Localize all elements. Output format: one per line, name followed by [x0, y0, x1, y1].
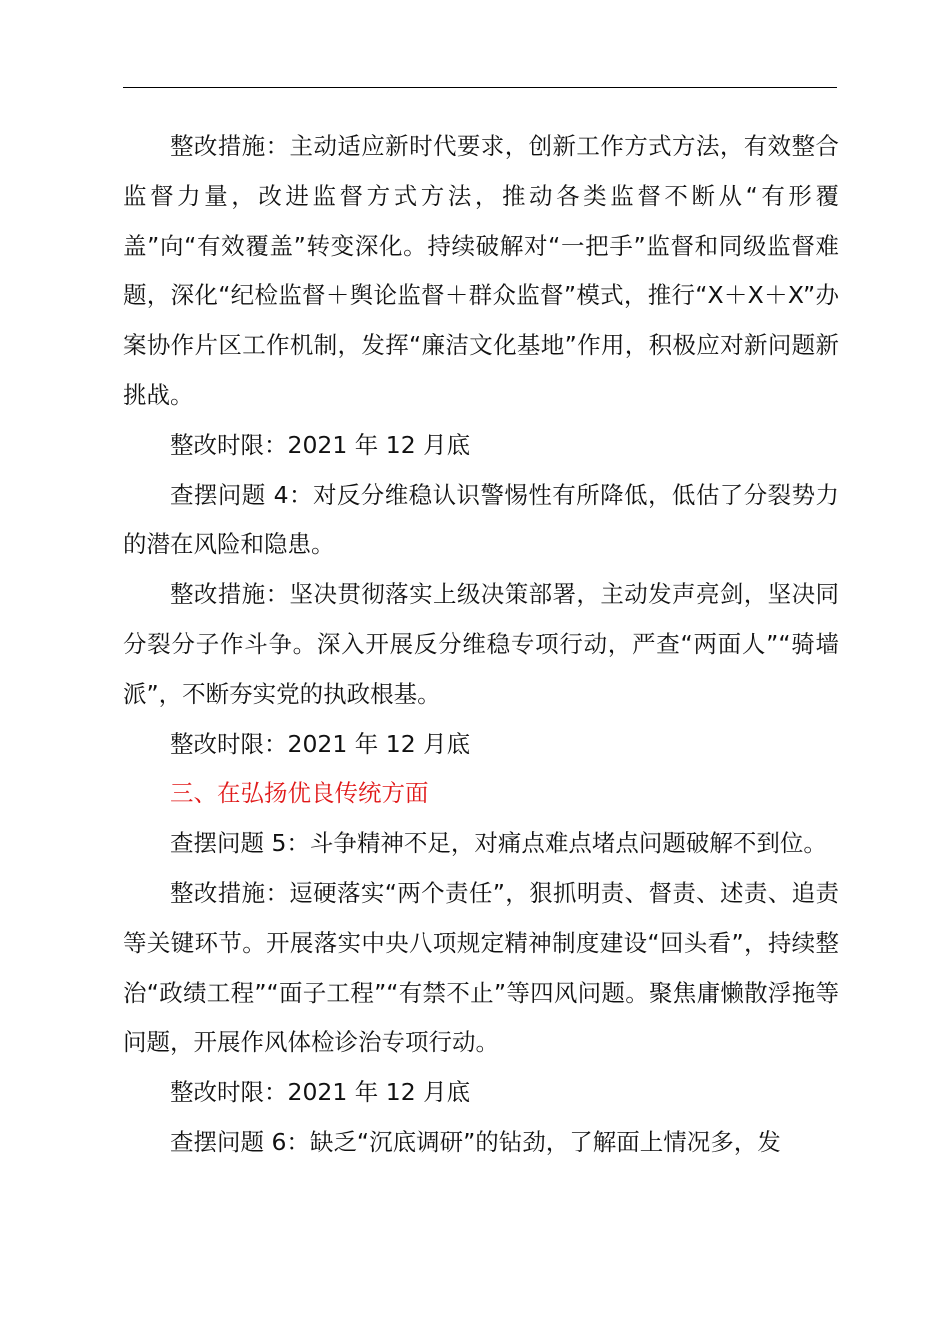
section-heading-traditions: 三、在弘扬优良传统方面: [170, 779, 429, 808]
paragraph-issue-4: 查摆问题 4：对反分维稳认识警惕性有所降低，低估了分裂势力的潜在风险和隐患。: [123, 480, 839, 559]
paragraph-deadline-5: 整改时限：2021 年 12 月底: [170, 1078, 471, 1107]
paragraph-rectification-measures-4: 整改措施：坚决贯彻落实上级决策部署，主动发声亮剑，坚决同分裂分子作斗争。深入开展反分维稳专项行动，严查“两面人”“骑墙派”，不断夯实党的执政根基。: [123, 580, 839, 708]
header-rule: [123, 87, 837, 88]
paragraph-deadline-3: 整改时限：2021 年 12 月底: [170, 430, 471, 459]
paragraph-issue-6: 查摆问题 6：缺乏“沉底调研”的钻劲，了解面上情况多，发: [170, 1127, 781, 1156]
paragraph-rectification-measures-5: 整改措施：逗硬落实“两个责任”，狠抓明责、督责、述责、追责等关键环节。开展落实中央八项规定精神制度建设“回头看”，持续整治“政绩工程”“面子工程”“有禁不止”等四风问题。聚焦庸懒散浮拖等问题，开展作风体检诊治专项行动。: [123, 878, 839, 1057]
document-body: [123, 122, 839, 1168]
paragraph-rectification-measures-3: 整改措施：主动适应新时代要求，创新工作方式方法，有效整合监督力量，改进监督方式方法，推动各类监督不断从“有形覆盖”向“有效覆盖”转变深化。持续破解对“一把手”监督和同级监督难题，深化“纪检监督＋舆论监督＋群众监督”模式，推行“X＋X＋X”办案协作片区工作机制，发挥“廉洁文化基地”作用，积极应对新问题新挑战。: [123, 132, 839, 409]
paragraph-issue-5: 查摆问题 5：斗争精神不足，对痛点难点堵点问题破解不到位。: [170, 829, 827, 858]
paragraph-deadline-4: 整改时限：2021 年 12 月底: [170, 729, 471, 758]
